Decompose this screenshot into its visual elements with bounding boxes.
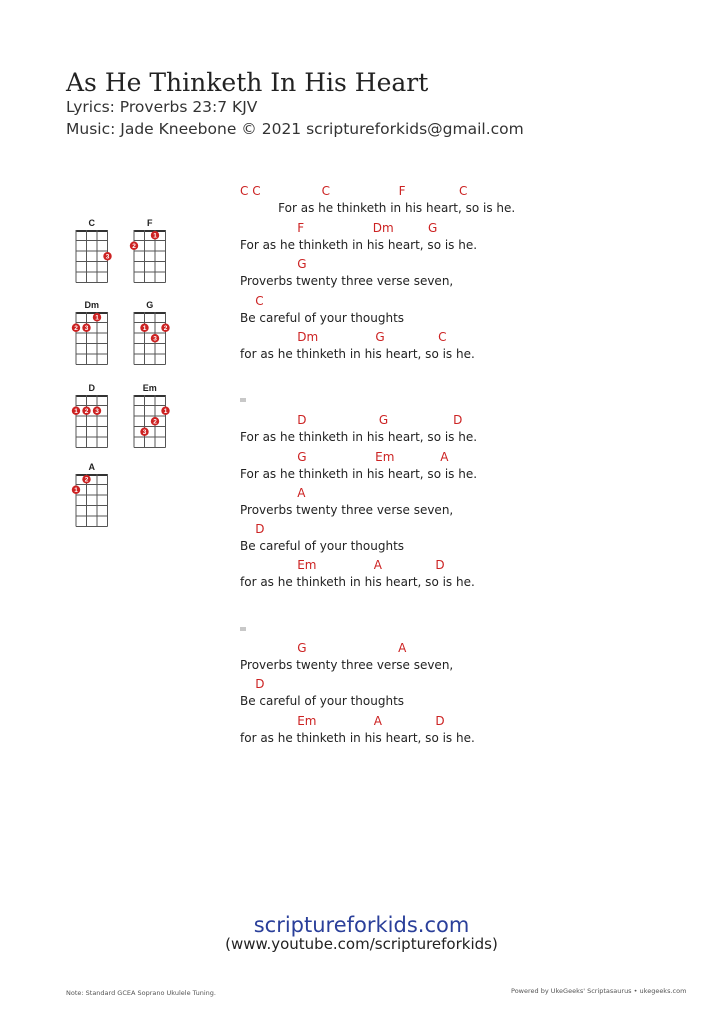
chord-diagram-name: A xyxy=(88,462,95,472)
chord-diagram-name: F xyxy=(147,218,153,228)
finger-number: 3 xyxy=(105,253,110,261)
website-link[interactable]: scriptureforkids.com xyxy=(253,913,470,937)
chord-line: D xyxy=(240,522,265,536)
section-separator xyxy=(240,398,246,402)
lyric-line: Be careful of your thoughts xyxy=(240,311,405,325)
chord-line: G A xyxy=(240,641,407,655)
lyric-line: Proverbs twenty three verse seven, xyxy=(240,274,454,288)
powered-by: Powered by UkeGeeks' Scriptasaurus • ukegeeks.com xyxy=(511,987,687,995)
chord-line: Em A D xyxy=(240,714,445,728)
chord-diagram-name: D xyxy=(88,383,95,393)
finger-number: 3 xyxy=(142,429,147,437)
finger-number: 2 xyxy=(153,418,157,426)
chord-diagram-name: Em xyxy=(142,383,157,393)
chord-line: Em A D xyxy=(240,558,445,572)
finger-number: 1 xyxy=(74,487,78,495)
finger-number: 1 xyxy=(74,408,78,416)
chord-line: F Dm G xyxy=(240,221,438,235)
lyric-line: For as he thinketh in his heart, so is he. xyxy=(240,201,516,215)
chord-diagram-name: G xyxy=(146,300,154,310)
song-title: As He Thinketh In His Heart xyxy=(66,68,429,97)
music-credit: Music: Jade Kneebone © 2021 scriptureforkids@gmail.com xyxy=(66,120,524,138)
chord-line: C xyxy=(240,294,264,308)
finger-number: 2 xyxy=(84,408,89,416)
chord-diagram-name: Dm xyxy=(84,300,100,310)
finger-number: 3 xyxy=(84,325,89,333)
finger-number: 1 xyxy=(142,325,147,333)
lyric-line: Proverbs twenty three verse seven, xyxy=(240,503,454,517)
finger-number: 2 xyxy=(163,325,168,333)
finger-number: 1 xyxy=(95,314,99,322)
chord-line: D xyxy=(240,677,265,691)
finger-number: 2 xyxy=(132,243,136,251)
lyric-line: For as he thinketh in his heart, so is he. xyxy=(240,467,478,481)
lyrics-credit: Lyrics: Proverbs 23:7 KJV xyxy=(66,98,258,116)
chord-line: D G D xyxy=(240,413,463,427)
lyric-line: For as he thinketh in his heart, so is he. xyxy=(240,430,478,444)
finger-number: 2 xyxy=(84,476,89,484)
chord-line: A xyxy=(240,486,306,500)
finger-number: 3 xyxy=(95,408,99,416)
lyric-line: Proverbs twenty three verse seven, xyxy=(240,658,454,672)
chord-line: G xyxy=(240,257,307,271)
tuning-note: Note: Standard GCEA Soprano Ukulele Tuning. xyxy=(66,989,216,997)
chord-line: G Em A xyxy=(240,450,449,464)
finger-number: 1 xyxy=(153,232,157,240)
lyric-line: Be careful of your thoughts xyxy=(240,539,405,553)
finger-number: 1 xyxy=(163,408,168,416)
finger-number: 3 xyxy=(153,335,157,343)
lyric-line: Be careful of your thoughts xyxy=(240,694,405,708)
chord-line: Dm G C xyxy=(240,330,447,344)
chord-line: C C C F C xyxy=(240,184,468,198)
youtube-link[interactable]: (www.youtube.com/scriptureforkids) xyxy=(225,935,498,953)
lyric-line: for as he thinketh in his heart, so is he. xyxy=(240,731,475,745)
section-separator xyxy=(240,627,246,631)
finger-number: 2 xyxy=(74,325,78,333)
lyric-line: for as he thinketh in his heart, so is he. xyxy=(240,575,475,589)
lyric-line: For as he thinketh in his heart, so is he. xyxy=(240,238,478,252)
chord-diagram-name: C xyxy=(88,218,95,228)
lyric-line: for as he thinketh in his heart, so is he. xyxy=(240,347,475,361)
